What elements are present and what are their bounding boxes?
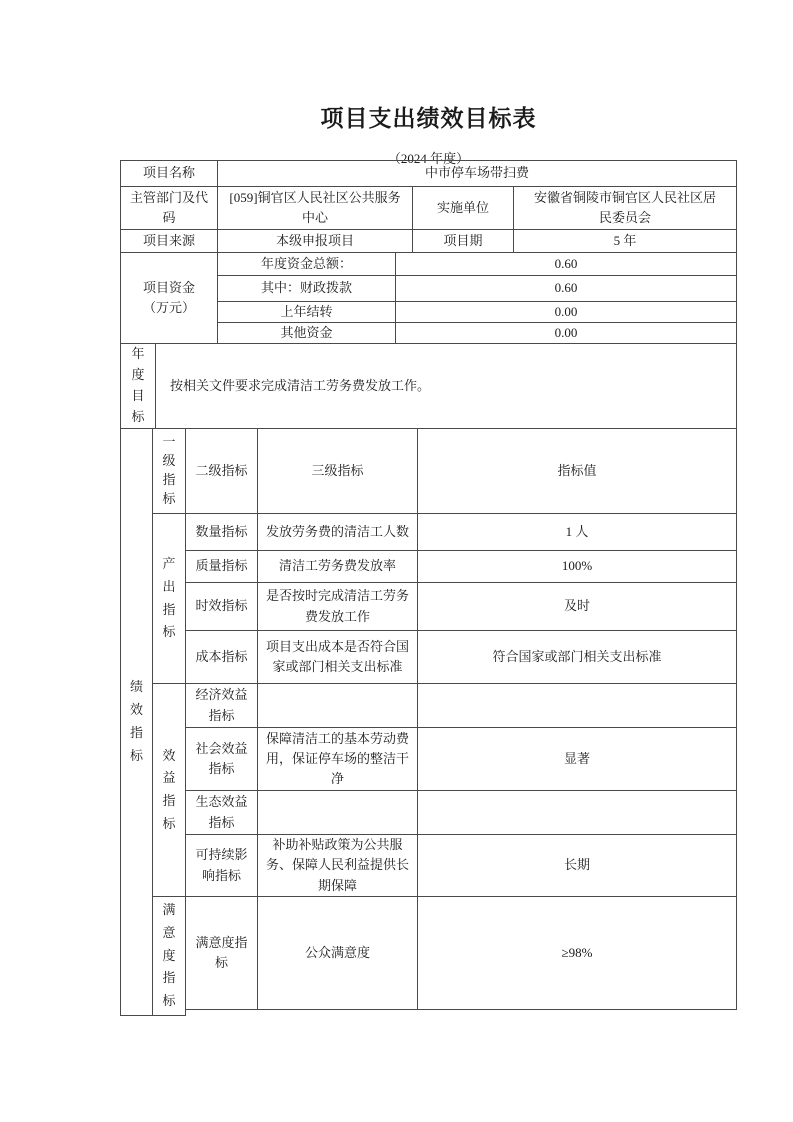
group-label: 效益指标	[153, 684, 186, 897]
indicator-l2-cell: 社会效益指标	[186, 728, 258, 791]
funding-row-value: 0.00	[396, 302, 737, 323]
funding-label-line1: 项目资金	[142, 279, 195, 295]
header-level1: 一级指标	[153, 429, 186, 514]
page-subtitle: （2024 年度）	[387, 151, 470, 166]
indicator-l3-cell	[258, 791, 418, 835]
funding-row	[218, 323, 737, 344]
indicator-group-satisfaction	[153, 897, 737, 1016]
funding-row-value: 0.00	[396, 323, 737, 344]
funding-row-label: 上年结转	[218, 302, 396, 323]
funding-label-line2: （万元）	[142, 300, 195, 315]
indicator-l3-cell: 发放劳务费的清洁工人数	[258, 514, 418, 551]
header-level3: 三级指标	[258, 429, 418, 514]
funding-row-label: 其中：财政拨款	[218, 276, 396, 302]
funding-row	[218, 302, 737, 323]
group-label: 满意度指标	[153, 897, 186, 1016]
indicator-value-cell	[418, 791, 737, 835]
indicator-value-cell: 100%	[418, 551, 737, 583]
indicator-l3-cell: 项目支出成本是否符合国家或部门相关支出标准	[258, 631, 418, 684]
project-source-value: 本级申报项目	[218, 230, 413, 253]
indicator-value-cell: 显著	[418, 728, 737, 791]
indicators-section	[121, 429, 737, 1016]
indicator-value-cell: 符合国家或部门相关支出标准	[418, 631, 737, 684]
indicator-l3-cell: 清洁工劳务费发放率	[258, 551, 418, 583]
dept-value: [059]铜官区人民社区公共服务中心	[218, 187, 413, 230]
project-period-label: 项目期	[413, 230, 514, 253]
indicator-l3-cell: 是否按时完成清洁工劳务费发放工作	[258, 583, 418, 631]
funding-row-value: 0.60	[396, 276, 737, 302]
funding-label	[121, 253, 218, 344]
project-period-value: 5 年	[514, 230, 737, 253]
indicator-row	[186, 631, 737, 684]
indicators-header-row	[153, 429, 737, 514]
indicator-value-cell: 及时	[418, 583, 737, 631]
annual-goal-label: 年度目标	[121, 344, 156, 429]
indicator-l2-cell: 成本指标	[186, 631, 258, 684]
indicator-l2-cell: 质量指标	[186, 551, 258, 583]
project-name-value: 中市停车场带扫费	[218, 161, 737, 187]
indicator-group-output	[153, 514, 737, 684]
indicator-row	[186, 728, 737, 791]
indicator-l2-cell: 时效指标	[186, 583, 258, 631]
indicator-row	[186, 684, 737, 728]
project-source-label: 项目来源	[121, 230, 218, 253]
indicator-value-cell: 1 人	[418, 514, 737, 551]
impl-unit-label: 实施单位	[413, 187, 514, 230]
indicator-value-cell: 长期	[418, 835, 737, 897]
indicator-l2-cell: 经济效益指标	[186, 684, 258, 728]
annual-goal-text: 按相关文件要求完成清洁工劳务费发放工作。	[156, 344, 737, 429]
indicator-value-cell	[418, 684, 737, 728]
indicator-row	[186, 514, 737, 551]
indicator-l3-cell: 公众满意度	[258, 897, 418, 1010]
funding-row-label: 其他资金	[218, 323, 396, 344]
header-value: 指标值	[418, 429, 737, 514]
indicator-l2-cell: 数量指标	[186, 514, 258, 551]
indicator-l3-cell: 补助补贴政策为公共服务、保障人民利益提供长期保障	[258, 835, 418, 897]
indicator-row	[186, 835, 737, 897]
annual-goal-section	[121, 344, 737, 429]
indicator-l3-cell: 保障清洁工的基本劳动费用，保证停车场的整洁干净	[258, 728, 418, 791]
funding-row-value: 0.60	[396, 253, 737, 276]
funding-row	[218, 276, 737, 302]
indicator-l2-cell: 可持续影响指标	[186, 835, 258, 897]
table-row	[121, 230, 737, 253]
project-name-label: 项目名称	[121, 161, 218, 187]
indicator-row	[186, 583, 737, 631]
page-title: 项目支出绩效目标表	[320, 106, 537, 131]
performance-target-table	[120, 160, 737, 1016]
table-row	[121, 161, 737, 187]
funding-section	[121, 253, 737, 344]
indicator-row	[186, 897, 737, 1010]
indicator-row	[186, 551, 737, 583]
header-level2: 二级指标	[186, 429, 258, 514]
table-row	[121, 187, 737, 230]
title-block	[120, 100, 737, 167]
indicator-group-benefit	[153, 684, 737, 897]
impl-unit-value: 安徽省铜陵市铜官区人民社区居民委员会	[514, 187, 737, 230]
dept-label: 主管部门及代码	[121, 187, 218, 230]
indicator-l3-cell	[258, 684, 418, 728]
indicator-value-cell: ≥98%	[418, 897, 737, 1010]
indicators-left-label: 绩效指标	[121, 429, 153, 1016]
funding-row-label: 年度资金总额：	[218, 253, 396, 276]
indicator-row	[186, 791, 737, 835]
indicator-l2-cell: 生态效益指标	[186, 791, 258, 835]
group-label: 产出指标	[153, 514, 186, 684]
funding-row	[218, 253, 737, 276]
indicator-l2-cell: 满意度指标	[186, 897, 258, 1010]
